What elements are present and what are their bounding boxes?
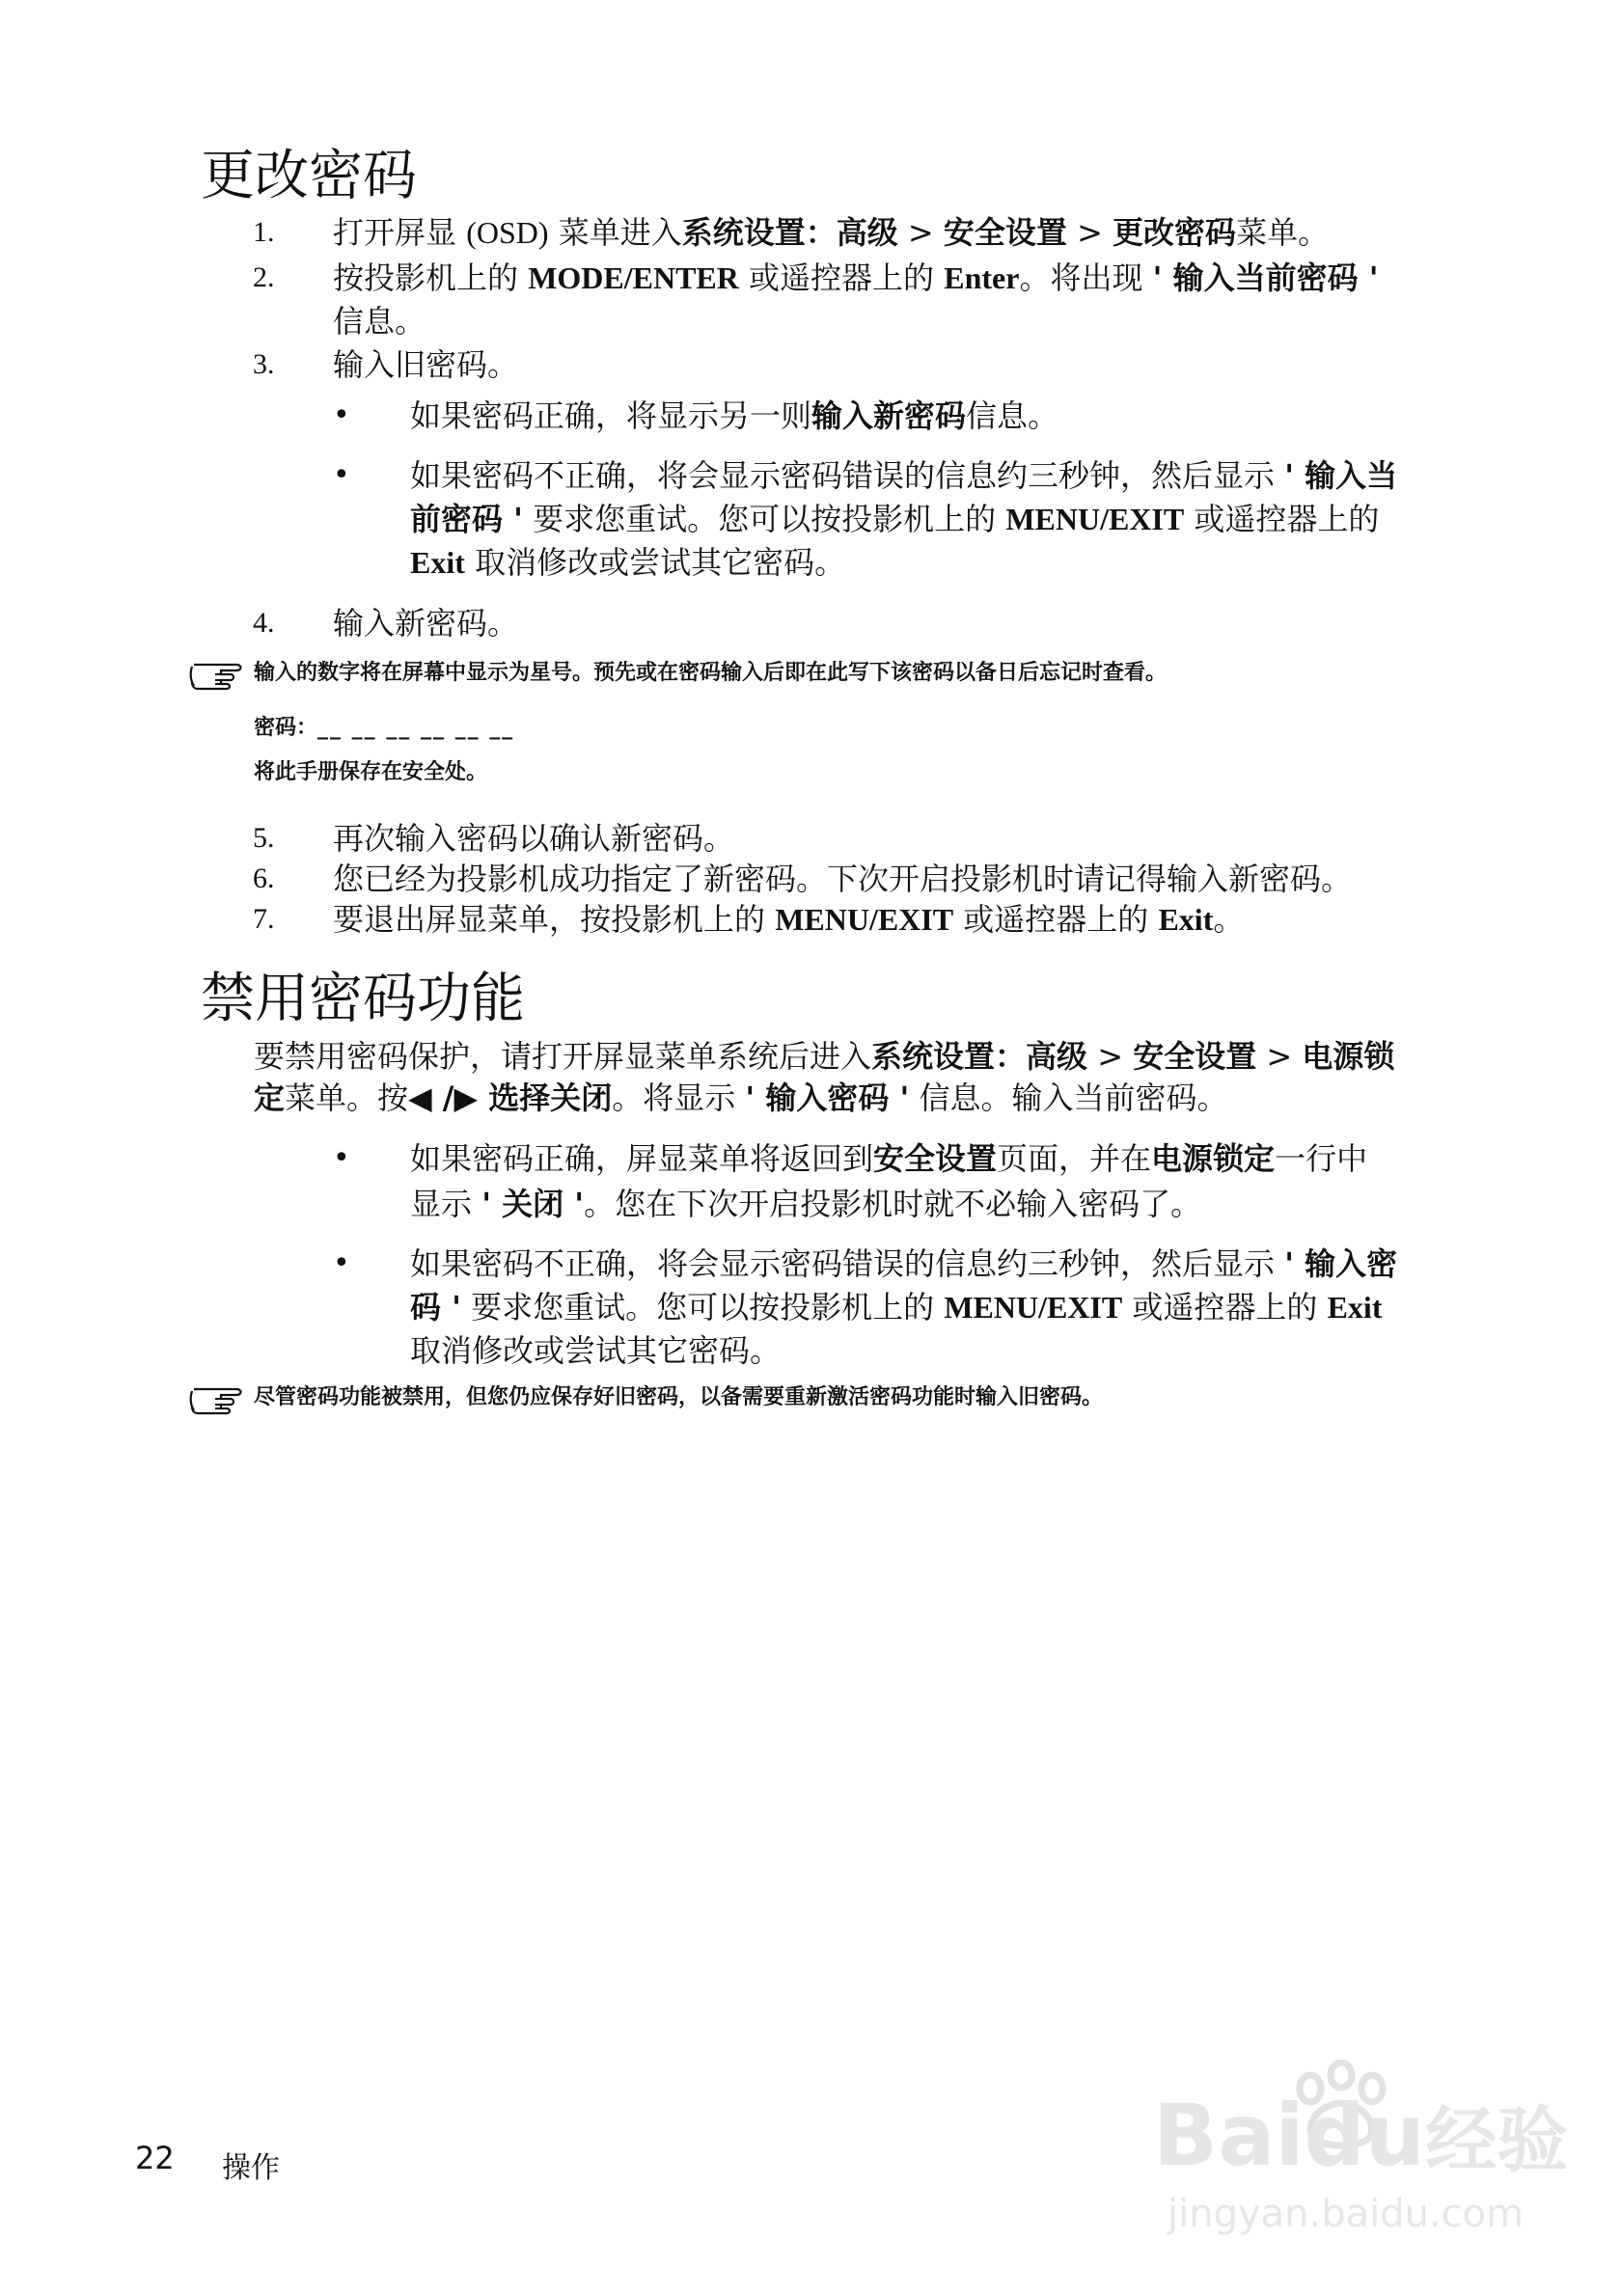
step-3-text: 输入旧密码。: [333, 346, 519, 383]
text-run: 要求您重试。您可以按投影机上的: [522, 501, 1006, 537]
text-run: >: [1066, 214, 1113, 251]
text-run: 系统设置：高级: [871, 1038, 1088, 1075]
bullet-3-line2: [410, 1182, 1452, 1226]
step-7-text: [333, 897, 1452, 942]
text-run: 打开屏显: [333, 214, 467, 251]
text-run: 。将显示: [612, 1080, 746, 1116]
text-run: MODE/ENTER: [528, 260, 739, 295]
bullet-3-line1: [410, 1136, 1452, 1181]
section-title-disable-password: 禁用密码功能: [201, 968, 525, 1030]
text-run: >: [1087, 1038, 1134, 1075]
text-run: 要求您重试。您可以按投影机上的: [460, 1289, 945, 1326]
text-run: 显示: [410, 1186, 482, 1222]
text-run: 安全设置: [1133, 1038, 1257, 1075]
bullet-1-text: [410, 394, 1452, 438]
text-run: 安全设置: [873, 1140, 998, 1177]
bullet-4-line2: [410, 1285, 1452, 1329]
text-run: 取消修改或尝试其它密码。: [464, 544, 846, 581]
step-4-text: 输入新密码。: [333, 605, 519, 642]
text-run: 页面，并在: [997, 1140, 1152, 1177]
text-run: (OSD): [466, 215, 549, 250]
bullet-2-line1: [410, 453, 1452, 498]
text-run: 取消修改或尝试其它密码。: [410, 1332, 782, 1369]
text-run: 。您在下次开启投影机时就不必输入密码了。: [584, 1186, 1202, 1222]
text-run: 按投影机上的: [333, 260, 529, 296]
text-run: >: [1256, 1038, 1303, 1075]
pointing-hand-note-icon: [188, 659, 246, 692]
text-run: ◀ /▶ 选择关闭: [408, 1080, 613, 1116]
step-2-text-cont: 信息。: [333, 303, 426, 340]
text-run: MENU/EXIT: [1005, 502, 1185, 536]
bullet-2-line3: [410, 540, 1452, 585]
text-run: Exit: [410, 545, 465, 580]
watermark-url: jingyan.baidu.com: [1168, 2192, 1525, 2236]
bullet-4-line3: [410, 1328, 1452, 1373]
password-line: 密码：__ __ __ __ __ __: [254, 716, 515, 740]
text-run: 要禁用密码保护，请打开屏显菜单系统后进入: [254, 1038, 872, 1075]
text-run: ' 关闭 ': [481, 1186, 585, 1222]
text-run: Exit: [1327, 1290, 1383, 1325]
keep-safe-text: 将此手册保存在安全处。: [254, 760, 488, 784]
text-run: 如果密码不正确，将会显示密码错误的信息约三秒钟，然后显示: [410, 1245, 1285, 1282]
text-run: ' 输入密码 ': [745, 1080, 910, 1116]
step-1-text: [333, 210, 1452, 255]
text-run: 或遥控器上的: [1122, 1289, 1328, 1326]
section-title-change-password: 更改密码: [201, 145, 417, 207]
footer-section-name: 操作: [222, 2151, 280, 2185]
text-run: 定: [254, 1080, 286, 1116]
text-run: 或遥控器上的: [738, 260, 945, 296]
bullet-dot: •: [333, 1246, 350, 1280]
text-run: 或遥控器上的: [1184, 501, 1380, 537]
step-5-text: [333, 816, 1452, 861]
page-number: 22: [135, 2140, 175, 2176]
step-6-text: [333, 857, 1452, 901]
text-run: 菜单。按: [285, 1080, 409, 1116]
password-blank: __ __ __ __ __ __: [317, 716, 515, 740]
text-run: 如果密码不正确，将会显示密码错误的信息约三秒钟，然后显示: [410, 457, 1285, 494]
text-run: ' 输入当前密码 ': [1152, 260, 1379, 296]
text-run: 输入新密码: [811, 397, 967, 434]
step-2-text: [333, 256, 1452, 300]
text-run: 如果密码正确，屏显菜单将返回到: [410, 1140, 874, 1177]
note-asterisk: 输入的数字将在屏幕中显示为星号。预先或在密码输入后即在此写下该密码以备日后忘记时查看。: [254, 661, 1168, 685]
text-run: 。: [1213, 901, 1245, 938]
text-run: 如果密码正确，将显示另一则: [410, 397, 812, 434]
bullet-2-line2: [410, 497, 1452, 541]
text-run: MENU/EXIT: [944, 1290, 1123, 1325]
text-run: 电源锁: [1302, 1038, 1395, 1075]
text-run: 再次输入密码以确认新密码。: [333, 820, 735, 857]
text-run: ' 输入当: [1284, 457, 1398, 494]
text-run: Exit: [1158, 902, 1214, 937]
text-run: 要退出屏显菜单，按投影机上的: [333, 901, 776, 938]
text-run: 或遥控器上的: [953, 901, 1159, 938]
pointing-hand-note-icon: [188, 1383, 246, 1416]
text-run: 电源锁定: [1151, 1140, 1276, 1177]
text-run: ' 输入密: [1284, 1245, 1398, 1282]
intro-line1: [254, 1034, 1460, 1079]
text-run: Enter: [944, 260, 1020, 295]
text-run: 您已经为投影机成功指定了新密码。下次开启投影机时请记得输入新密码。: [333, 861, 1353, 897]
text-run: 更改密码: [1113, 214, 1237, 251]
bullet-4-line1: [410, 1242, 1452, 1286]
text-run: 信息。: [966, 397, 1059, 434]
bullet-dot: •: [333, 1141, 350, 1175]
text-run: 安全设置: [943, 214, 1067, 251]
bullet-dot: •: [333, 398, 350, 432]
text-run: 。将出现: [1019, 260, 1153, 296]
note-keep-old-password: 尽管密码功能被禁用，但您仍应保存好旧密码，以备需要重新激活密码功能时输入旧密码。: [254, 1385, 1104, 1409]
text-run: 菜单进入: [548, 214, 682, 251]
intro-line2: [254, 1076, 1460, 1120]
text-run: >: [897, 214, 944, 251]
text-run: 前密码 ': [410, 501, 523, 537]
text-run: 系统设置：高级: [681, 214, 898, 251]
text-run: 菜单。: [1236, 214, 1330, 251]
bullet-dot: •: [333, 458, 350, 492]
text-run: MENU/EXIT: [775, 902, 954, 937]
text-run: 一行中: [1275, 1140, 1368, 1177]
watermark-brand: Baidu经验: [1153, 2086, 1569, 2185]
text-run: 码 ': [410, 1289, 461, 1326]
text-run: 信息。输入当前密码。: [909, 1080, 1228, 1116]
